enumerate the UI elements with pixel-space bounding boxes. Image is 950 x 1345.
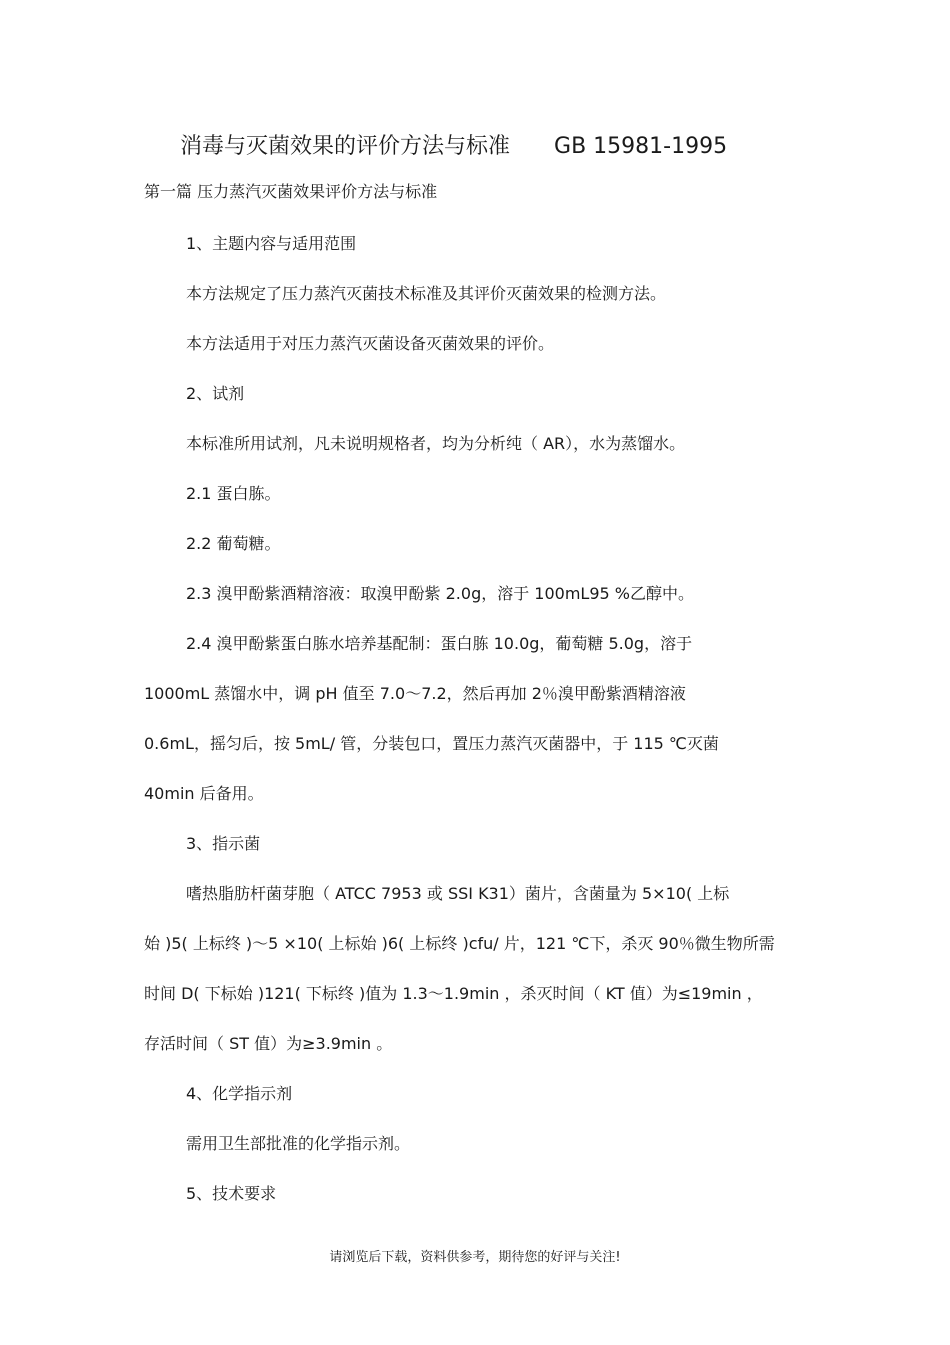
list-item: 2.2 葡萄糖。 bbox=[186, 534, 281, 553]
paragraph-line: 时间 D( 下标始 )121( 下标终 )值为 1.3～1.9min ，杀灭时间（ KT 值）为≤19min ， bbox=[144, 984, 763, 1003]
list-item: 2.4 溴甲酚紫蛋白胨水培养基配制：蛋白胨 10.0g，葡萄糖 5.0g，溶于 bbox=[186, 634, 693, 653]
title-main: 消毒与灭菌效果的评价方法与标准 bbox=[180, 134, 511, 159]
section-heading-4: 4、化学指示剂 bbox=[186, 1084, 293, 1103]
paragraph-line: 需用卫生部批准的化学指示剂。 bbox=[186, 1134, 411, 1153]
paragraph-line: 嗜热脂肪杆菌芽胞（ ATCC 7953 或 SSI K31）菌片，含菌量为 5×10( 上标 bbox=[186, 884, 730, 903]
document-title bbox=[180, 130, 820, 164]
section-heading-1: 1、主题内容与适用范围 bbox=[186, 234, 357, 253]
section-heading-3: 3、指示菌 bbox=[186, 834, 261, 853]
list-item: 2.1 蛋白胨。 bbox=[186, 484, 281, 503]
paragraph-line: 本方法适用于对压力蒸汽灭菌设备灭菌效果的评价。 bbox=[186, 334, 555, 353]
paragraph-line: 始 )5( 上标终 )～5 ×10( 上标始 )6( 上标终 )cfu/ 片，121 ℃下，杀灭 90％微生物所需 bbox=[144, 934, 775, 953]
page-footer-note: 请浏览后下载，资料供参考，期待您的好评与关注! bbox=[329, 1250, 621, 1265]
paragraph-line: 0.6mL，摇匀后，按 5mL/ 管，分装包口，置压力蒸汽灭菌器中，于 115 ℃灭菌 bbox=[144, 734, 719, 753]
part-heading: 第一篇 压力蒸汽灭菌效果评价方法与标准 bbox=[144, 182, 438, 201]
title-standard-number: GB 15981-1995 bbox=[554, 134, 728, 159]
section-heading-5: 5、技术要求 bbox=[186, 1184, 277, 1203]
paragraph-line: 存活时间（ ST 值）为≥3.9min 。 bbox=[144, 1034, 393, 1053]
paragraph-line: 1000mL 蒸馏水中，调 pH 值至 7.0～7.2，然后再加 2％溴甲酚紫酒精溶液 bbox=[144, 684, 686, 703]
list-item: 2.3 溴甲酚紫酒精溶液：取溴甲酚紫 2.0g，溶于 100mL95 %乙醇中。 bbox=[186, 584, 694, 603]
section-heading-2: 2、试剂 bbox=[186, 384, 245, 403]
paragraph-line: 本方法规定了压力蒸汽灭菌技术标准及其评价灭菌效果的检测方法。 bbox=[186, 284, 667, 303]
paragraph-line: 本标准所用试剂，凡未说明规格者，均为分析纯（ AR），水为蒸馏水。 bbox=[186, 434, 686, 453]
paragraph-line: 40min 后备用。 bbox=[144, 784, 264, 803]
